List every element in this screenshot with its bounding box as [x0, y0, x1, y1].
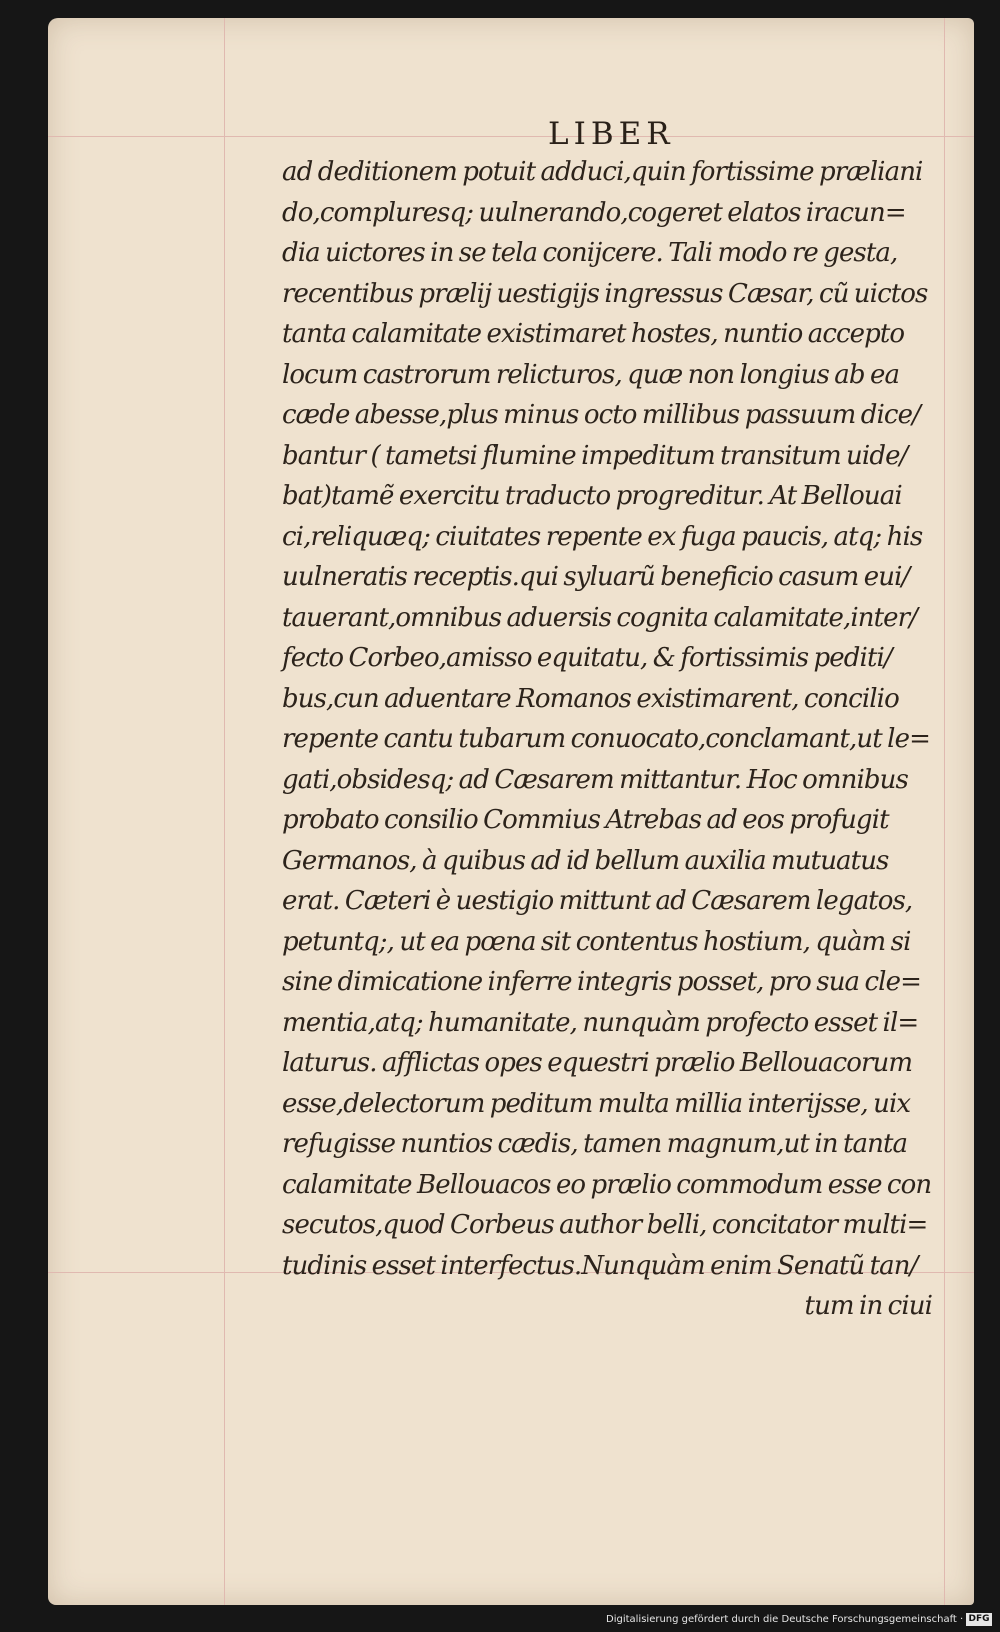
catchword: tum in ciui: [804, 1291, 932, 1321]
text-line: refugisse nuntios cædis, tamen magnum,ut in tanta: [282, 1129, 908, 1159]
text-line: tudinis esset interfectus.Nunquàm enim Senatũ tan/: [282, 1250, 918, 1281]
digitization-credit: Digitalisierung gefördert durch die Deutsche Forschungsgemeinschaft ·: [606, 1614, 964, 1625]
text-line: erat. Cæteri è uestigio mittunt ad Cæsarem legatos,: [282, 886, 913, 916]
text-line: petuntq;, ut ea pœna sit contentus hostium, quàm si: [282, 926, 911, 957]
text-line: Germanos, à quibus ad id bellum auxilia mutuatus: [282, 845, 889, 876]
running-head: LIBER: [548, 116, 675, 152]
text-line: repente cantu tubarum conuocato,conclamant,ut le=: [282, 724, 930, 754]
text-line: ci,reliquæq; ciuitates repente ex fuga paucis, atq; his: [282, 521, 923, 552]
text-line: bat)tamẽ exercitu traducto progreditur. At Bellouai: [282, 481, 902, 511]
text-line: locum castrorum relicturos, quæ non longius ab ea: [282, 359, 900, 390]
text-line: tanta calamitate existimaret hostes, nuntio accepto: [282, 319, 905, 349]
text-block: [282, 152, 942, 1327]
text-line: fecto Corbeo,amisso equitatu, & fortissimis pediti/: [282, 643, 892, 673]
text-line: sine dimicatione inferre integris posset, pro sua cle=: [282, 967, 921, 997]
text-line: tauerant,omnibus aduersis cognita calamitate,inter/: [282, 602, 918, 633]
dfg-logo: DFG: [966, 1613, 992, 1626]
margin-rule-right: [944, 18, 945, 1605]
margin-rule-top: [48, 136, 974, 137]
text-line: recentibus prælij uestigijs ingressus Cæsar, cũ uictos: [282, 278, 928, 309]
text-line: do,compluresq; uulnerando,cogeret elatos iracun=: [282, 197, 906, 228]
text-line: secutos,quod Corbeus author belli, concitator multi=: [282, 1210, 928, 1240]
text-line: dia uictores in se tela conijcere. Tali modo re gesta,: [282, 238, 898, 268]
text-line: probato consilio Commius Atrebas ad eos profugit: [282, 805, 889, 835]
text-line: cæde abesse,plus minus octo millibus passuum dice/: [282, 400, 920, 430]
text-line: gati,obsidesq; ad Cæsarem mittantur. Hoc omnibus: [282, 764, 908, 795]
margin-rule-left: [224, 18, 225, 1605]
text-line: bantur ( tametsi flumine impeditum transitum uide/: [282, 440, 908, 471]
text-line: ad deditionem potuit adduci,quin fortissime præliani: [282, 157, 923, 187]
text-line: calamitate Bellouacos eo prælio commodum esse con: [282, 1169, 932, 1200]
text-line: laturus. afflictas opes equestri prælio Bellouacorum: [282, 1048, 913, 1078]
text-line: esse,delectorum peditum multa millia interijsse, uix: [282, 1088, 911, 1119]
text-line: uulneratis receptis.qui syluarũ beneficio casum eui/: [282, 562, 910, 592]
text-line: bus,cun aduentare Romanos existimarent, concilio: [282, 683, 899, 714]
text-line: mentia,atq; humanitate, nunquàm profecto esset il=: [282, 1007, 919, 1038]
